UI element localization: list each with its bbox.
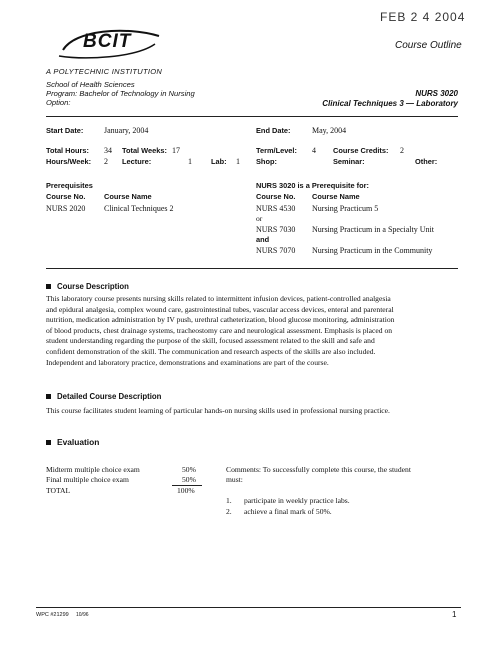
prereq-for-conjunction: and xyxy=(256,235,270,244)
course-title: Clinical Techniques 3 — Laboratory xyxy=(322,99,458,108)
footer-divider xyxy=(36,607,461,608)
received-date-stamp: FEB 2 4 2004 xyxy=(380,10,466,24)
prereq-for-course-no: NURS 7070 xyxy=(256,246,296,255)
course-credits-label: Course Credits: xyxy=(333,146,389,155)
prereq-for-course-no: NURS 4530 xyxy=(256,204,296,213)
description-line: Independent and laboratory practice, demonstrations and examinations are part of the course. xyxy=(46,357,329,367)
description-line: nutrition, medication administration by IV push, urethral catheterization, blood glucose monitoring, administration xyxy=(46,315,395,325)
detailed-description-title: Detailed Course Description xyxy=(57,392,162,401)
page-number: 1 xyxy=(452,610,457,619)
evaluation-heading xyxy=(46,437,99,447)
lecture-value: 1 xyxy=(188,157,192,166)
school-name: School of Health Sciences xyxy=(46,80,135,89)
requirement-text: achieve a final mark of 50%. xyxy=(244,507,332,516)
prereq-for-heading: NURS 3020 is a Prerequisite for: xyxy=(256,181,369,190)
prereq-for-course-name: Nursing Practicum in a Specialty Unit xyxy=(312,225,434,234)
requirement-number: 1. xyxy=(226,496,232,505)
logo-text: BCIT xyxy=(83,31,132,52)
total-hours-value: 34 xyxy=(104,146,112,155)
lab-value: 1 xyxy=(236,157,240,166)
bullet-square-icon xyxy=(46,394,51,399)
detailed-description-body: This course facilitates student learning of particular hands-on nursing skills used in professional nursing practice. xyxy=(46,406,390,415)
bullet-square-icon xyxy=(46,284,51,289)
prereq-for-course-name: Nursing Practicum in the Community xyxy=(312,246,433,255)
prereq-for-course-name: Nursing Practicum 5 xyxy=(312,204,379,213)
evaluation-item-label: Final multiple choice exam xyxy=(46,475,129,484)
total-weeks-value: 17 xyxy=(172,146,180,155)
detailed-description-heading xyxy=(46,392,161,401)
evaluation-comments-cont: must: xyxy=(226,475,243,484)
course-credits-value: 2 xyxy=(400,146,404,155)
total-weeks-label: Total Weeks: xyxy=(122,146,167,155)
description-line: and epidural analgesia, complex wound care, gastrointestinal tubes, vascular access devices, enteral and parenteral xyxy=(46,304,394,314)
lecture-label: Lecture: xyxy=(122,157,152,166)
evaluation-item-value: 50% xyxy=(182,465,196,474)
evaluation-title: Evaluation xyxy=(57,437,100,447)
term-level-value: 4 xyxy=(312,146,316,155)
start-date-label: Start Date: xyxy=(46,126,84,135)
hours-week-value: 2 xyxy=(104,157,108,166)
document-type: Course Outline xyxy=(395,40,462,51)
start-date-value: January, 2004 xyxy=(104,126,149,135)
course-description-title: Course Description xyxy=(57,282,129,291)
bullet-square-icon xyxy=(46,440,51,445)
hours-week-label: Hours/Week: xyxy=(46,157,92,166)
description-line: student understanding regarding the purpose of the skill, focused assessment related to the skill and safe and xyxy=(46,336,375,346)
end-date-value: May, 2004 xyxy=(312,126,347,135)
prereq-for-col-course-name: Course Name xyxy=(312,192,360,201)
description-line: confident demonstration of the skill. The communication and research aspects of the skills are also included. xyxy=(46,346,376,356)
seminar-label: Seminar: xyxy=(333,157,365,166)
requirement-number: 2. xyxy=(226,507,232,516)
prereq-course-name: Clinical Techniques 2 xyxy=(104,204,174,213)
term-level-label: Term/Level: xyxy=(256,146,297,155)
shop-label: Shop: xyxy=(256,157,277,166)
option-label: Option: xyxy=(46,98,71,107)
prerequisites-heading: Prerequisites xyxy=(46,181,93,190)
evaluation-item-value: 50% xyxy=(182,475,196,484)
details-divider xyxy=(46,268,458,269)
prereq-for-col-course-no: Course No. xyxy=(256,192,296,201)
logo-tagline: A POLYTECHNIC INSTITUTION xyxy=(46,67,163,76)
evaluation-total-value: 100% xyxy=(177,486,195,495)
evaluation-comments: Comments: To successfully complete this course, the student xyxy=(226,465,411,474)
prereq-course-no: NURS 2020 xyxy=(46,204,86,213)
evaluation-item-label: Midterm multiple choice exam xyxy=(46,465,140,474)
lab-label: Lab: xyxy=(211,157,227,166)
end-date-label: End Date: xyxy=(256,126,291,135)
prereq-for-conjunction: or xyxy=(256,214,263,223)
other-label: Other: xyxy=(415,157,438,166)
description-line: This laboratory course presents nursing skills related to intermittent infusion devices, patient-controlled analgesia xyxy=(46,294,391,303)
course-code: NURS 3020 xyxy=(415,89,458,98)
prereq-col-course-name: Course Name xyxy=(104,192,152,201)
requirement-text: participate in weekly practice labs. xyxy=(244,496,350,505)
bcit-logo xyxy=(55,22,165,64)
program-name: Program: Bachelor of Technology in Nursing xyxy=(46,89,195,98)
form-id: WPC #21299 xyxy=(36,612,69,618)
prereq-col-course-no: Course No. xyxy=(46,192,86,201)
course-description-heading xyxy=(46,282,129,291)
description-line: of blood products, chest drainage systems, tracheostomy care and neurological assessment. Emphasis is placed on xyxy=(46,325,393,335)
prereq-for-course-no: NURS 7030 xyxy=(256,225,296,234)
header-divider xyxy=(46,116,458,117)
course-description-body xyxy=(46,294,466,368)
total-hours-label: Total Hours: xyxy=(46,146,89,155)
form-date: 10/96 xyxy=(76,612,89,618)
evaluation-total-label: TOTAL xyxy=(46,486,71,495)
